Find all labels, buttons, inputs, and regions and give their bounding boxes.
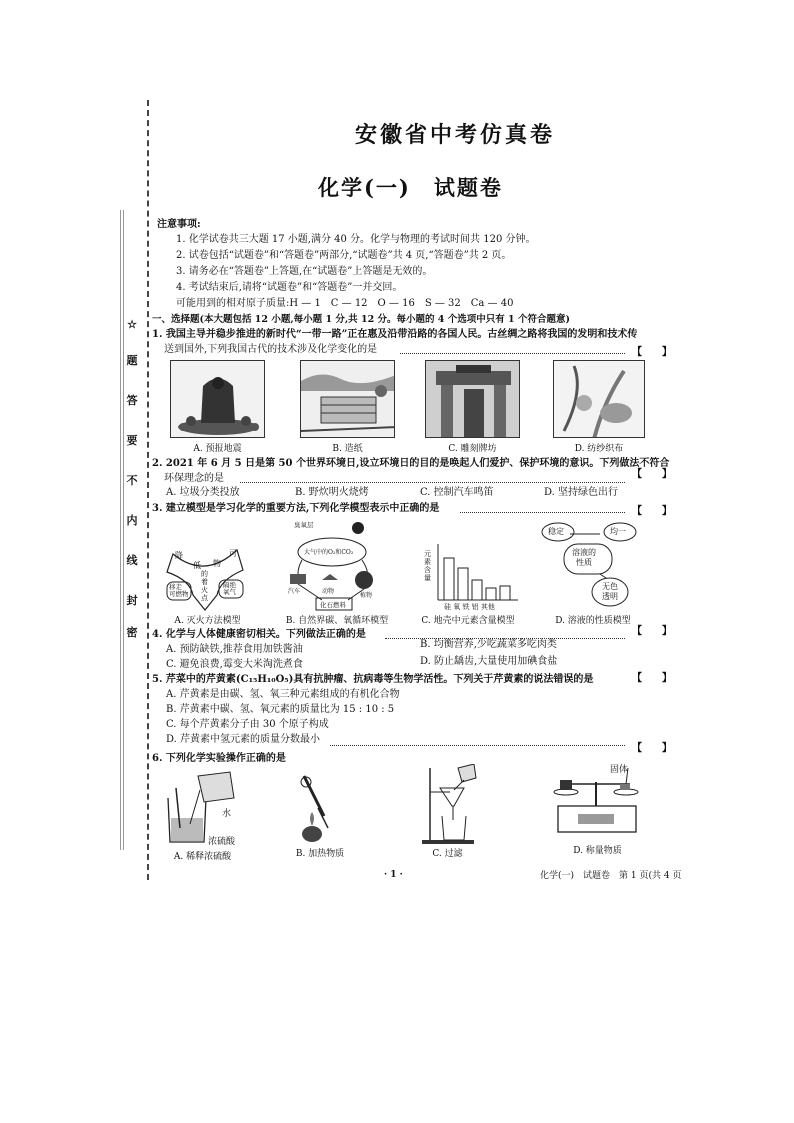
model-b-label: 臭氧层 (294, 521, 314, 529)
spinning-weaving-image (553, 360, 645, 438)
model-b-label: 化石燃料 (320, 601, 346, 609)
option: C. 控制汽车鸣笛 (420, 487, 494, 498)
binding-strip (120, 210, 124, 850)
label-solid: 固体 (610, 765, 629, 775)
option-caption: B. 自然界碳、氧循环模型 (285, 616, 389, 626)
filtration-apparatus (420, 764, 480, 846)
label-water: 水 (222, 809, 232, 819)
note-item: 3. 请务必在“答题卷”上答题,在“试题卷”上答题是无效的。 (176, 266, 433, 277)
margin-char: 答 (126, 394, 138, 407)
option: D. 芹黄素中氢元素的质量分数最小 (166, 734, 321, 745)
model-b-label: 汽车 (288, 588, 301, 595)
option: B. 野炊明火烧烤 (295, 487, 369, 498)
option: B. 芹黄素中碳、氢、氧元素的质量比为 15 : 10 : 5 (166, 704, 395, 715)
question-1-text-cont: 送到国外,下列我国古代的技术涉及化学变化的是 (164, 344, 378, 355)
model-c-xlabel: 硅 氧 铁 铝 其他 (444, 603, 495, 611)
answer-dots (460, 512, 625, 513)
model-c-ylabel: 元 素 含 量 (424, 550, 431, 582)
carved-archway-image (425, 360, 520, 438)
option-caption: C. 过滤 (432, 849, 463, 859)
model-a-label: 的 着 火 点 (201, 570, 208, 602)
model-b-label: 植物 (360, 592, 373, 599)
answer-bracket: 【 】 (632, 506, 672, 517)
answer-dots (330, 745, 625, 746)
margin-char: 密 (126, 626, 138, 639)
answer-bracket: 【 】 (632, 743, 672, 754)
option: A. 预防缺铁,推荐食用加铁酱油 (166, 644, 303, 655)
answer-bracket: 【 】 (632, 469, 672, 480)
option: B. 均衡营养,少吃蔬菜多吃肉类 (420, 639, 557, 650)
binding-dashed-line (147, 100, 149, 880)
answer-bracket: 【 】 (632, 626, 672, 637)
option: C. 每个芹黄素分子由 30 个原子构成 (166, 719, 329, 730)
option-caption: C. 雕刻牌坊 (448, 444, 497, 454)
option: A. 垃圾分类投放 (166, 487, 240, 498)
option-caption: A. 预报地震 (193, 444, 242, 454)
option: D. 坚持绿色出行 (544, 487, 619, 498)
answer-bracket: 【 】 (632, 347, 672, 358)
option-caption: B. 加热物质 (295, 849, 345, 859)
page-number: · 1 · (384, 870, 403, 880)
model-a-label: 物 (213, 559, 221, 568)
question-2-text: 2. 2021 年 6 月 5 日是第 50 个世界环境日,设立环境日的目的是唤起人们爱护、保护环境的意识。下列做法不符合 (152, 458, 670, 469)
margin-char: 封 (126, 594, 138, 607)
note-item: 2. 试卷包括“试题卷”和“答题卷”两部分,“试题卷”共 4 页,“答题卷”共 2 页。 (176, 250, 512, 261)
note-item: 4. 考试结束后,请将“试题卷”和“答题卷”一并交回。 (176, 282, 403, 293)
label-acid: 浓硫酸 (208, 837, 236, 847)
crust-element-model (420, 540, 520, 612)
notes-heading: 注意事项: (157, 219, 201, 230)
option-caption: B. 造纸 (332, 444, 363, 454)
model-d-label: 溶液的 性质 (572, 548, 596, 567)
carbon-oxygen-cycle-model (282, 520, 382, 612)
margin-char: 不 (126, 474, 138, 487)
model-b-label: 动物 (322, 588, 335, 595)
answer-bracket: 【 】 (632, 673, 672, 684)
option: A. 芹黄素是由碳、氢、氧三种元素组成的有机化合物 (166, 689, 400, 700)
question-5-text: 5. 芹菜中的芹黄素(C₁₅H₁₀O₅)具有抗肿瘤、抗病毒等生物学活性。下列关于芹黄素的说法错误的是 (152, 674, 594, 685)
model-d-label: 均一 (610, 527, 626, 536)
option-caption: D. 纺纱织布 (574, 444, 624, 454)
option: D. 防止龋齿,大量使用加碘食盐 (420, 656, 558, 667)
seismograph-image (170, 360, 265, 438)
option-caption: D. 称量物质 (573, 846, 622, 856)
margin-char: 线 (126, 554, 138, 567)
margin-char: 内 (126, 514, 138, 527)
model-d-label: 无色 透明 (602, 582, 618, 601)
question-1-text: 1. 我国主导并稳步推进的新时代“一带一路”正在惠及沿带沿路的各国人民。古丝绸之路将我国的发明和技术传 (152, 329, 638, 340)
margin-star-icon: ☆ (127, 318, 137, 331)
margin-char: 题 (126, 354, 138, 367)
question-2-text-cont: 环保理念的是 (164, 473, 224, 484)
note-item: 1. 化学试卷共三大题 17 小题,满分 40 分。化学与物理的考试时间共 120 分钟。 (176, 234, 536, 245)
sun-icon (352, 522, 364, 534)
option-caption: A. 灭火方法模型 (174, 616, 241, 626)
margin-char: 要 (126, 434, 138, 447)
model-a-label: 可 (229, 549, 237, 558)
papermaking-image (300, 360, 395, 438)
model-a-label: 隔绝 氧气 (223, 581, 236, 596)
question-4-text: 4. 化学与人体健康密切相关。下列做法正确的是 (152, 629, 366, 640)
option: C. 避免浪费,霉变大米淘洗煮食 (166, 659, 303, 670)
footer-info: 化学(一) 试题卷 第 1 页(共 4 页 (540, 871, 682, 881)
solution-property-model (540, 520, 640, 612)
heating-apparatus (290, 768, 340, 846)
model-d-label: 稳定 (548, 527, 564, 536)
atomic-masses: 可能用到的相对原子质量:H — 1 C — 12 O — 16 S — 32 Ca — 40 (176, 298, 514, 309)
model-a-label: 降 (175, 551, 183, 560)
model-b-label: 大气中的O₂和CO₂ (304, 549, 354, 556)
dilute-acid-apparatus (160, 768, 250, 846)
answer-dots (400, 353, 625, 354)
page-title: 安徽省中考仿真卷 (355, 122, 556, 148)
page-subtitle: 化学(一) 试题卷 (318, 175, 503, 200)
section-heading: 一、选择题(本大题包括 12 小题,每小题 1 分,共 12 分。每小题的 4 个选项中只有 1 个符合题意) (152, 314, 570, 325)
question-6-text: 6. 下列化学实验操作正确的是 (152, 753, 286, 764)
question-3-text: 3. 建立模型是学习化学的重要方法,下列化学模型表示中正确的是 (152, 503, 440, 514)
balance-apparatus (548, 762, 643, 846)
option-caption: D. 溶液的性质模型 (555, 616, 631, 626)
option-caption: A. 稀释浓硫酸 (173, 852, 232, 862)
model-a-label: 低 (193, 561, 201, 570)
answer-dots (240, 482, 625, 483)
fire-extinguish-model (165, 540, 245, 612)
option-caption: C. 地壳中元素含量模型 (421, 616, 515, 626)
model-a-label: 移走 可燃物 (169, 583, 189, 598)
